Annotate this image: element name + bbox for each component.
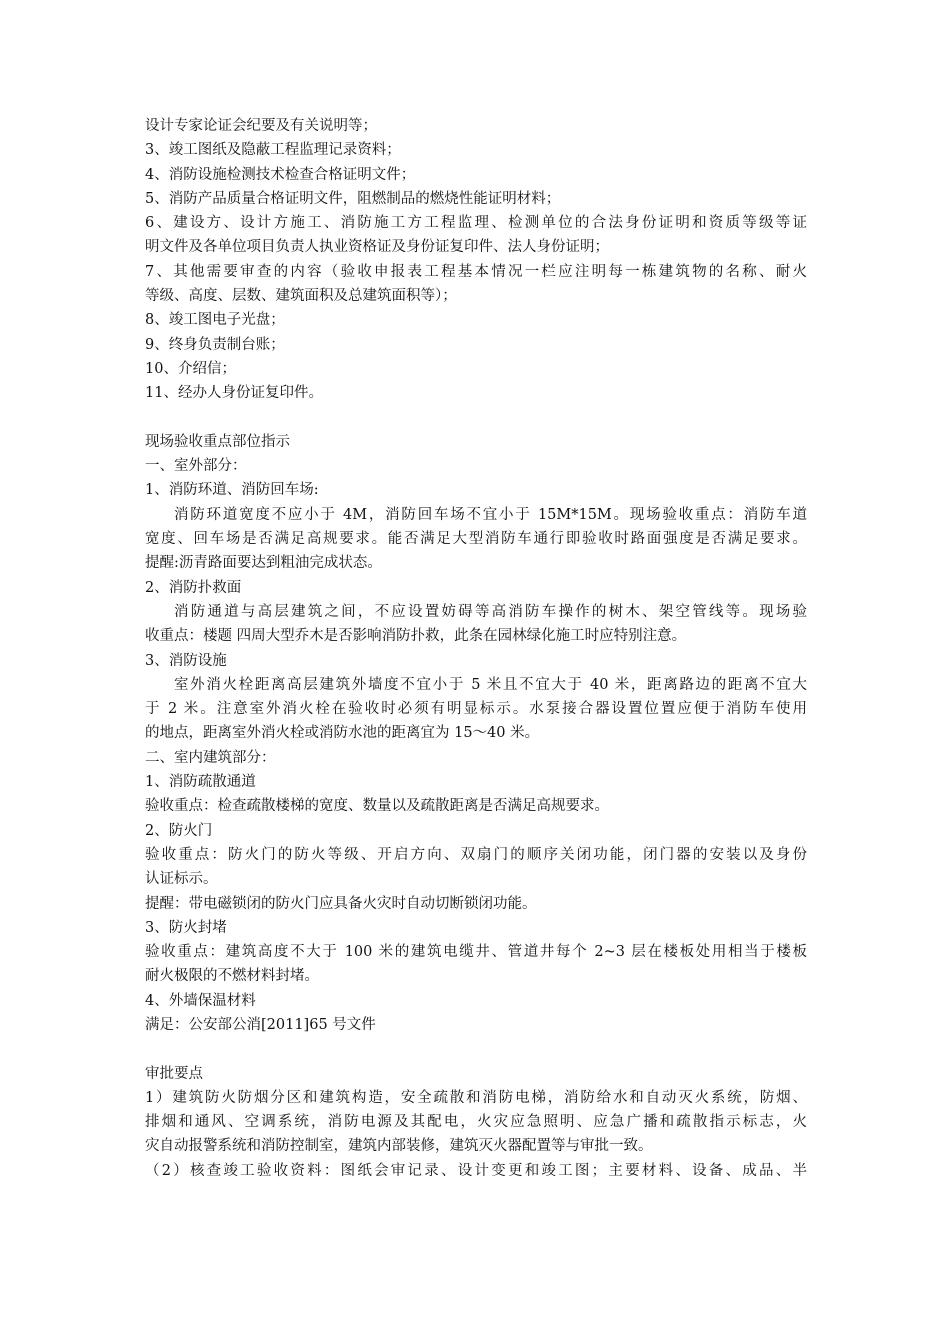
text-line: 明文件及各单位项目负责人执业资格证及身份证复印件、法人身份证明；	[145, 239, 609, 256]
text-line: 灾自动报警系统和消防控制室，建筑内部装修，建筑灭火器配置等与审批一致。	[145, 1138, 653, 1155]
text-line: 收重点：楼题 四周大型乔木是否影响消防扑救，此条在园林绿化施工时应特别注意。	[145, 628, 687, 645]
text-line: 验收重点：防火门的防火等级、开启方向、双扇门的顺序关闭功能，闭门器的安装以及身份	[145, 846, 807, 863]
section-heading: 现场验收重点部位指示	[145, 433, 290, 450]
text-line: 消防环道宽度不应小于 4M，消防回车场不宜小于 15M*15M。现场验收重点：消防车道	[174, 506, 807, 523]
text-line: 3、竣工图纸及隐蔽工程监理记录资料；	[145, 142, 401, 159]
text-line: 6、建设方、设计方施工、消防施工方工程监理、检测单位的合法身份证明和资质等级等证	[145, 215, 807, 232]
text-line: 2、消防扑救面	[145, 579, 242, 596]
document-body	[145, 114, 807, 1183]
text-line: 于 2 米。注意室外消火栓在验收时必须有明显标示。水泵接合器设置位置应便于消防车使用	[145, 701, 807, 718]
text-line: 11、经办人身份证复印件。	[145, 385, 323, 402]
text-line: 9、终身负责制台账；	[145, 336, 285, 353]
text-line: （2）核查竣工验收资料：图纸会审记录、设计变更和竣工图；主要材料、设备、成品、半	[145, 1162, 807, 1179]
text-line: 5、消防产品质量合格证明文件，阻燃制品的燃烧性能证明材料；	[145, 190, 561, 207]
text-line: 4、外墙保温材料	[145, 992, 256, 1009]
text-line: 2、防火门	[145, 822, 213, 839]
text-line: 二、室内建筑部分：	[145, 749, 276, 766]
text-line: 1、消防环道、消防回车场:	[145, 482, 319, 499]
text-line: 3、消防设施	[145, 652, 227, 669]
text-line: 设计专家论证会纪要及有关说明等；	[145, 118, 377, 134]
text-line: 4、消防设施检测技术检查合格证明文件；	[145, 166, 416, 183]
text-line: 耐火极限的不燃材料封堵。	[145, 968, 319, 985]
text-line: 宽度、回车场是否满足高规要求。能否满足大型消防车通行即验收时路面强度是否满足要求。	[145, 531, 807, 548]
text-line: 7、其他需要审查的内容（验收申报表工程基本情况一栏应注明每一栋建筑物的名称、耐火	[145, 263, 807, 280]
text-line: 验收重点：建筑高度不大于 100 米的建筑电缆井、管道井每个 2~3 层在楼板处用相当于楼板	[145, 944, 807, 961]
text-line: 验收重点：检查疏散楼梯的宽度、数量以及疏散距离是否满足高规要求。	[145, 798, 609, 815]
text-line: 1、消防疏散通道	[145, 774, 256, 791]
blank-line	[145, 1037, 807, 1061]
text-line: 排烟和通风、空调系统，消防电源及其配电，火灾应急照明、应急广播和疏散指示标志，火	[145, 1114, 807, 1131]
text-line: 消防通道与高层建筑之间，不应设置妨碍等高消防车操作的树木、架空管线等。现场验	[174, 603, 807, 620]
text-line: 认证标示。	[145, 871, 218, 888]
text-line: 1）建筑防火防烟分区和建筑构造，安全疏散和消防电梯，消防给水和自动灭火系统，防烟、	[145, 1089, 807, 1106]
text-line: 8、竣工图电子光盘；	[145, 312, 285, 329]
blank-line	[145, 406, 807, 430]
text-line: 提醒：带电磁锁闭的防火门应具备火灾时自动切断锁闭功能。	[145, 895, 537, 912]
text-line: 3、防火封堵	[145, 919, 227, 936]
text-line: 提醒:沥青路面要达到粗油完成状态。	[145, 555, 382, 572]
text-line: 满足：公安部公消[2011]65 号文件	[145, 1016, 376, 1033]
text-line: 一、室外部分：	[145, 458, 247, 475]
text-line: 室外消火栓距离高层建筑外墙度不宜小于 5 米且不宜大于 40 米，距离路边的距离不宜大	[174, 676, 807, 693]
text-line: 10、介绍信；	[145, 360, 236, 377]
section-heading: 审批要点	[145, 1065, 203, 1082]
text-line: 的地点，距离室外消火栓或消防水池的距离宜为 15～40 米。	[145, 725, 540, 742]
text-line: 等级、高度、层数、建筑面积及总建筑面积等）；	[145, 288, 457, 305]
